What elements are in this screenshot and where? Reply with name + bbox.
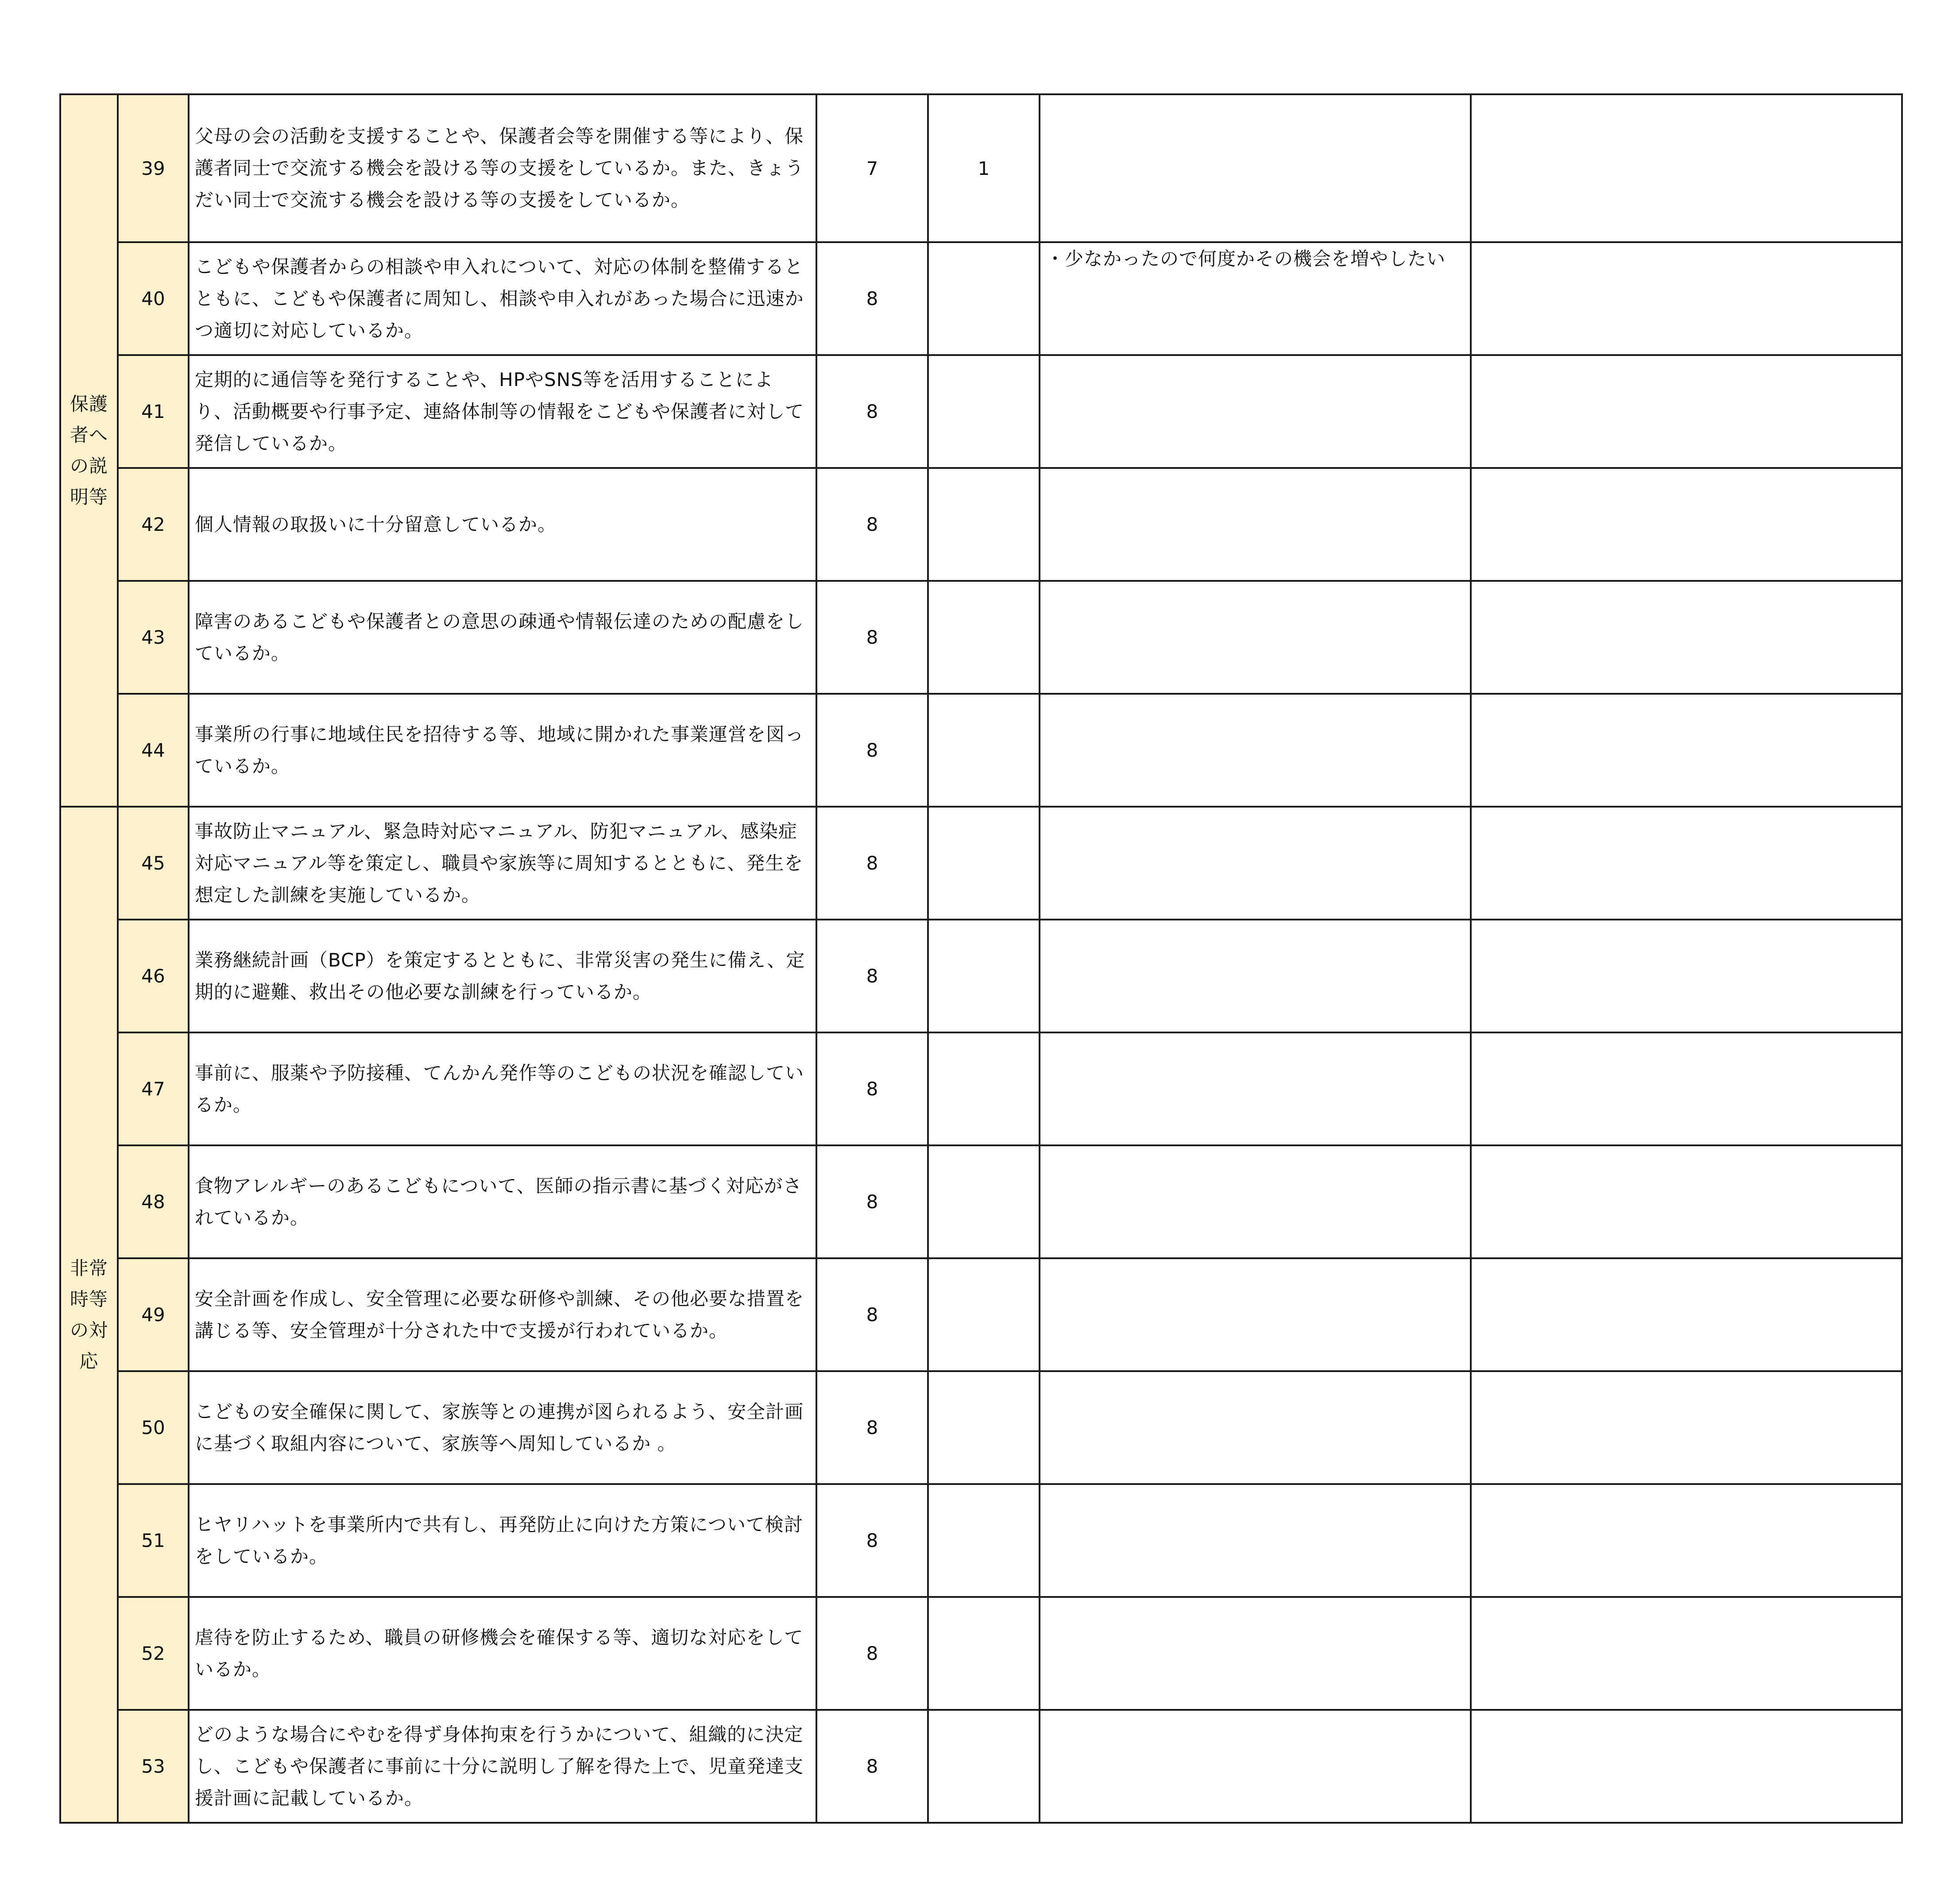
table-row bbox=[60, 920, 1902, 1032]
item-number: 52 bbox=[118, 1597, 189, 1710]
category-label: 非常時等の対応 bbox=[70, 1257, 108, 1372]
response-cell bbox=[1471, 1484, 1902, 1597]
no-count bbox=[928, 920, 1040, 1032]
category-guardian-explanation bbox=[60, 94, 118, 807]
no-count bbox=[928, 242, 1040, 355]
yes-count: 8 bbox=[816, 581, 928, 694]
table-row bbox=[60, 581, 1902, 694]
question-text: 業務継続計画（BCP）を策定するとともに、非常災害の発生に備え、定期的に避難、救出その他必要な訓練を行っているか。 bbox=[189, 920, 816, 1032]
table-row bbox=[60, 694, 1902, 807]
question-text: 虐待を防止するため、職員の研修機会を確保する等、適切な対応をしているか。 bbox=[189, 1597, 816, 1710]
item-number: 39 bbox=[118, 94, 189, 242]
question-text: 障害のあるこどもや保護者との意思の疎通や情報伝達のための配慮をしているか。 bbox=[189, 581, 816, 694]
item-number: 48 bbox=[118, 1145, 189, 1258]
question-text: 安全計画を作成し、安全管理に必要な研修や訓練、その他必要な措置を講じる等、安全管理が十分された中で支援が行われているか。 bbox=[189, 1258, 816, 1371]
response-cell bbox=[1471, 1597, 1902, 1710]
response-cell bbox=[1471, 94, 1902, 242]
no-count bbox=[928, 468, 1040, 581]
question-text: 事故防止マニュアル、緊急時対応マニュアル、防犯マニュアル、感染症対応マニュアル等を策定し、職員や家族等に周知するとともに、発生を想定した訓練を実施しているか。 bbox=[189, 807, 816, 920]
response-cell bbox=[1471, 242, 1902, 355]
no-count bbox=[928, 1371, 1040, 1484]
no-count: 1 bbox=[928, 94, 1040, 242]
item-number: 41 bbox=[118, 355, 189, 468]
item-number: 46 bbox=[118, 920, 189, 1032]
comment-cell bbox=[1040, 581, 1471, 694]
yes-count: 8 bbox=[816, 1032, 928, 1145]
yes-count: 8 bbox=[816, 920, 928, 1032]
item-number: 42 bbox=[118, 468, 189, 581]
question-text: どのような場合にやむを得ず身体拘束を行うかについて、組織的に決定し、こどもや保護者に事前に十分に説明し了解を得た上で、児童発達支援計画に記載しているか。 bbox=[189, 1710, 816, 1823]
item-number: 47 bbox=[118, 1032, 189, 1145]
item-number: 44 bbox=[118, 694, 189, 807]
question-text: 食物アレルギーのあるこどもについて、医師の指示書に基づく対応がされているか。 bbox=[189, 1145, 816, 1258]
yes-count: 8 bbox=[816, 1371, 928, 1484]
question-text: 定期的に通信等を発行することや、HPやSNS等を活用することにより、活動概要や行事予定、連絡体制等の情報をこどもや保護者に対して発信しているか。 bbox=[189, 355, 816, 468]
table-row bbox=[60, 1597, 1902, 1710]
yes-count: 8 bbox=[816, 1258, 928, 1371]
response-cell bbox=[1471, 1145, 1902, 1258]
response-cell bbox=[1471, 1710, 1902, 1823]
item-number: 50 bbox=[118, 1371, 189, 1484]
question-text: こどもの安全確保に関して、家族等との連携が図られるよう、安全計画に基づく取組内容について、家族等へ周知しているか 。 bbox=[189, 1371, 816, 1484]
comment-cell bbox=[1040, 1032, 1471, 1145]
no-count bbox=[928, 581, 1040, 694]
response-cell bbox=[1471, 807, 1902, 920]
comment-cell bbox=[1040, 1484, 1471, 1597]
response-cell bbox=[1471, 468, 1902, 581]
item-number: 40 bbox=[118, 242, 189, 355]
table-row bbox=[60, 1258, 1902, 1371]
yes-count: 8 bbox=[816, 468, 928, 581]
question-text: こどもや保護者からの相談や申入れについて、対応の体制を整備するとともに、こどもや保護者に周知し、相談や申入れがあった場合に迅速かつ適切に対応しているか。 bbox=[189, 242, 816, 355]
category-emergency-response bbox=[60, 807, 118, 1823]
table-row bbox=[60, 355, 1902, 468]
item-number: 51 bbox=[118, 1484, 189, 1597]
table-row bbox=[60, 1484, 1902, 1597]
no-count bbox=[928, 807, 1040, 920]
response-cell bbox=[1471, 1258, 1902, 1371]
table-row bbox=[60, 1145, 1902, 1258]
response-cell bbox=[1471, 1371, 1902, 1484]
comment-cell: ・少なかったので何度かその機会を増やしたい bbox=[1040, 242, 1471, 355]
comment-cell bbox=[1040, 1258, 1471, 1371]
no-count bbox=[928, 694, 1040, 807]
comment-cell bbox=[1040, 807, 1471, 920]
no-count bbox=[928, 1597, 1040, 1710]
yes-count: 8 bbox=[816, 355, 928, 468]
no-count bbox=[928, 1258, 1040, 1371]
yes-count: 8 bbox=[816, 1710, 928, 1823]
yes-count: 8 bbox=[816, 1597, 928, 1710]
category-label: 保護者への説明等 bbox=[70, 393, 108, 508]
table-row bbox=[60, 807, 1902, 920]
item-number: 43 bbox=[118, 581, 189, 694]
item-number: 53 bbox=[118, 1710, 189, 1823]
no-count bbox=[928, 355, 1040, 468]
response-cell bbox=[1471, 355, 1902, 468]
item-number: 49 bbox=[118, 1258, 189, 1371]
comment-cell bbox=[1040, 694, 1471, 807]
response-cell bbox=[1471, 1032, 1902, 1145]
response-cell bbox=[1471, 581, 1902, 694]
item-number: 45 bbox=[118, 807, 189, 920]
no-count bbox=[928, 1484, 1040, 1597]
yes-count: 8 bbox=[816, 694, 928, 807]
comment-cell bbox=[1040, 1597, 1471, 1710]
yes-count: 8 bbox=[816, 807, 928, 920]
question-text: 個人情報の取扱いに十分留意しているか。 bbox=[189, 468, 816, 581]
question-text: ヒヤリハットを事業所内で共有し、再発防止に向けた方策について検討をしているか。 bbox=[189, 1484, 816, 1597]
yes-count: 8 bbox=[816, 1145, 928, 1258]
evaluation-table bbox=[59, 93, 1903, 1824]
comment-cell bbox=[1040, 1371, 1471, 1484]
no-count bbox=[928, 1032, 1040, 1145]
table-row bbox=[60, 94, 1902, 242]
table-row bbox=[60, 1710, 1902, 1823]
question-text: 父母の会の活動を支援することや、保護者会等を開催する等により、保護者同士で交流する機会を設ける等の支援をしているか。また、きょうだい同士で交流する機会を設ける等の支援をしているか。 bbox=[189, 94, 816, 242]
comment-cell bbox=[1040, 1145, 1471, 1258]
yes-count: 7 bbox=[816, 94, 928, 242]
no-count bbox=[928, 1710, 1040, 1823]
table-row bbox=[60, 1032, 1902, 1145]
no-count bbox=[928, 1145, 1040, 1258]
comment-cell bbox=[1040, 468, 1471, 581]
question-text: 事前に、服薬や予防接種、てんかん発作等のこどもの状況を確認しているか。 bbox=[189, 1032, 816, 1145]
response-cell bbox=[1471, 920, 1902, 1032]
table-row bbox=[60, 242, 1902, 355]
comment-cell bbox=[1040, 920, 1471, 1032]
comment-cell bbox=[1040, 1710, 1471, 1823]
table-row bbox=[60, 1371, 1902, 1484]
comment-cell bbox=[1040, 355, 1471, 468]
yes-count: 8 bbox=[816, 1484, 928, 1597]
response-cell bbox=[1471, 694, 1902, 807]
table-row bbox=[60, 468, 1902, 581]
yes-count: 8 bbox=[816, 242, 928, 355]
comment-cell bbox=[1040, 94, 1471, 242]
question-text: 事業所の行事に地域住民を招待する等、地域に開かれた事業運営を図っているか。 bbox=[189, 694, 816, 807]
